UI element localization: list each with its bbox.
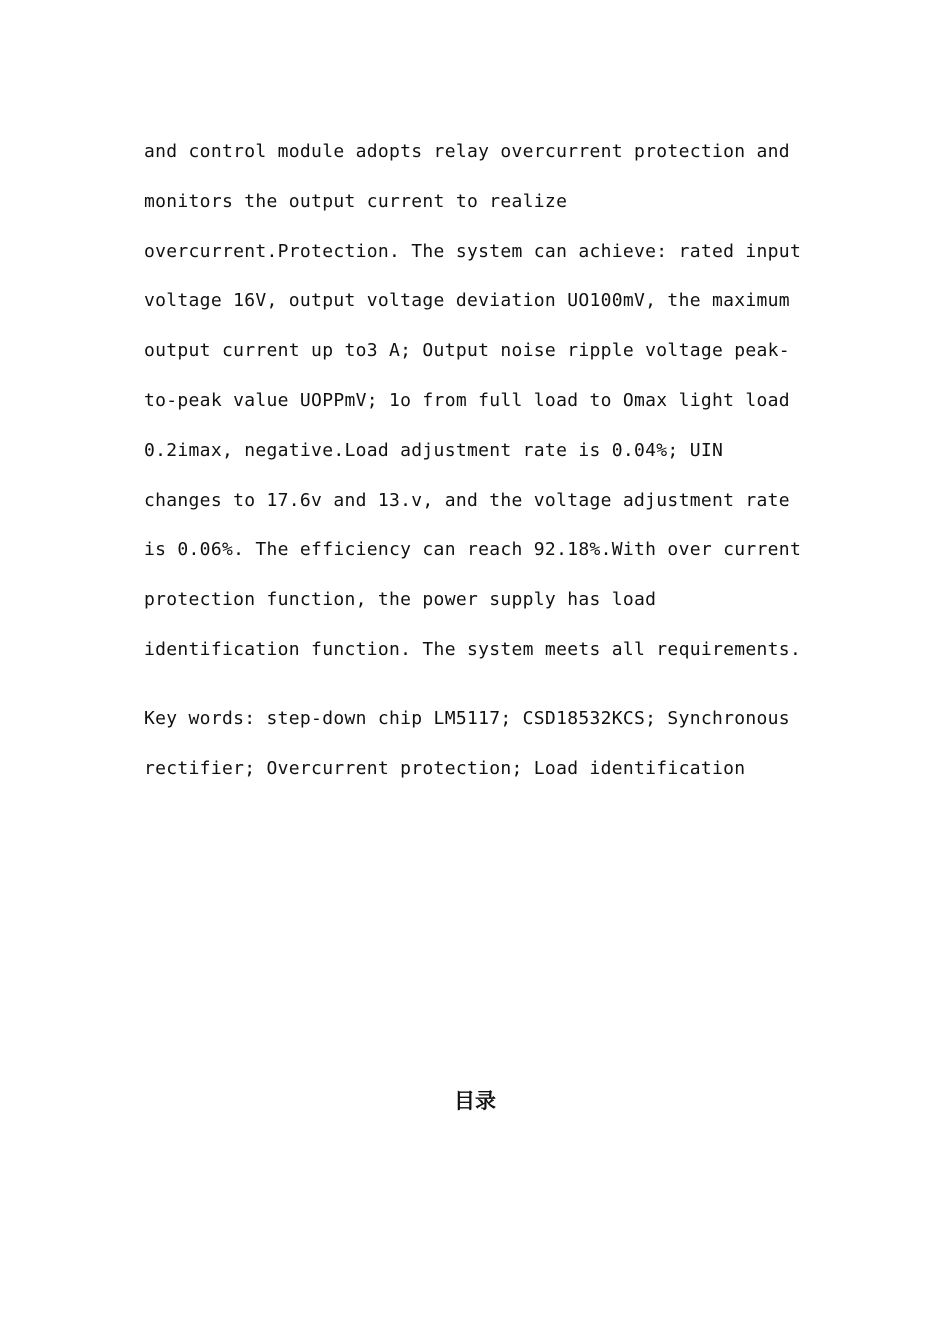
keywords-line: Key words: step-down chip LM5117; CSD18532KCS; Synchronous — [144, 708, 790, 729]
abstract-line: identification function. The system meets all requirements. — [144, 638, 802, 660]
abstract-line: to-peak value UOPPmV; 1o from full load to Omax light load — [144, 389, 790, 411]
keywords-line: rectifier; Overcurrent protection; Load identification — [144, 757, 746, 779]
abstract-line: voltage 16V, output voltage deviation UO100mV, the maximum — [144, 290, 790, 312]
abstract-line: 0.2imax, negative.Load adjustment rate is 0.04%; UIN — [144, 439, 724, 461]
abstract-line: output current up to3 A; Output noise ripple voltage peak- — [144, 340, 790, 362]
keywords-paragraph — [144, 704, 824, 804]
abstract-paragraph — [144, 137, 824, 685]
abstract-line: is 0.06%. The efficiency can reach 92.18%.With over current — [144, 539, 802, 561]
abstract-line: monitors the output current to realize — [144, 190, 568, 212]
table-of-contents-heading: 目录 — [454, 1089, 496, 1113]
abstract-line: protection function, the power supply has load — [144, 589, 657, 611]
abstract-line: overcurrent.Protection. The system can achieve: rated input — [144, 240, 802, 262]
abstract-line: and control module adopts relay overcurrent protection and — [144, 141, 790, 162]
abstract-line: changes to 17.6v and 13.v, and the voltage adjustment rate — [144, 489, 790, 511]
